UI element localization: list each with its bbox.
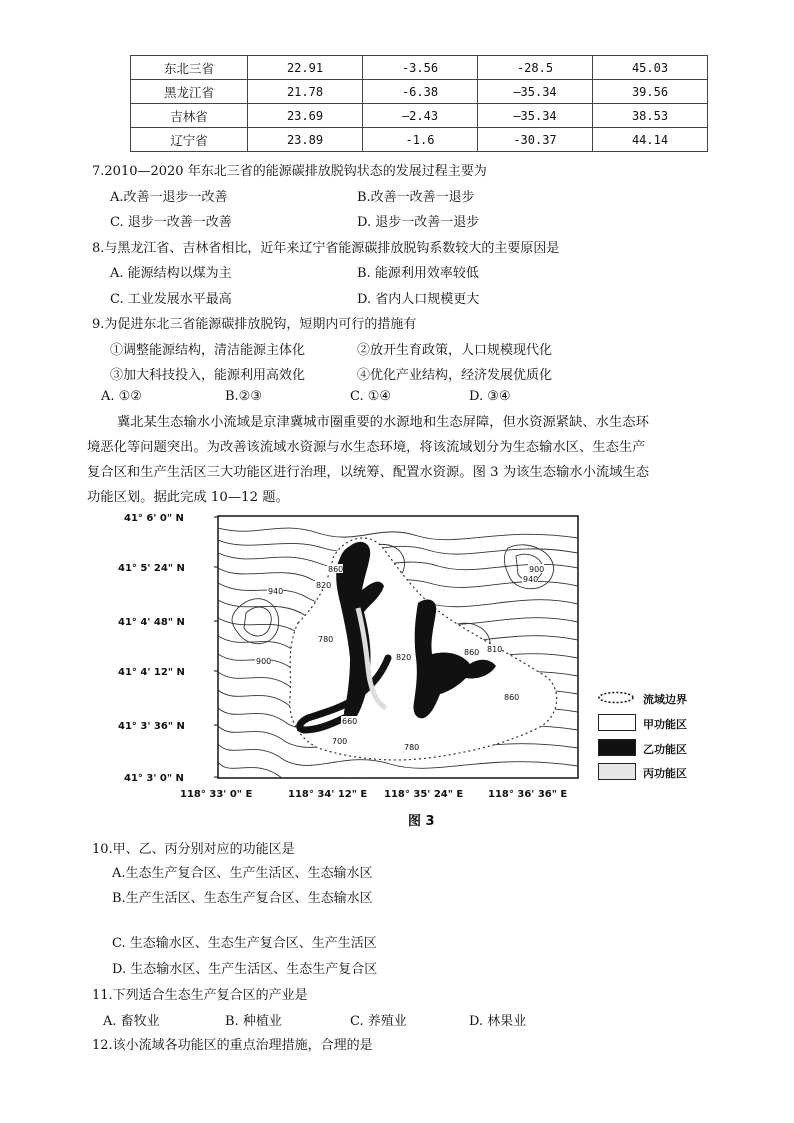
- table-cell: 44.14: [593, 128, 708, 152]
- table-row: [131, 56, 708, 80]
- question-9-statement-3: ③加大科技投入，能源利用高效化: [110, 368, 306, 383]
- table-cell: —35.34: [478, 80, 593, 104]
- table-cell: 21.78: [248, 80, 363, 104]
- table-cell: -28.5: [478, 56, 593, 80]
- data-table: [130, 55, 708, 152]
- question-8-option-c: C. 工业发展水平最高: [110, 292, 232, 307]
- passage-line-2: 境恶化等问题突出。为改善该流域水资源与水生态环境，将该流域划分为生态输水区、生态生产: [87, 440, 646, 455]
- contour-label: 820: [396, 653, 412, 662]
- longitude-label: 118° 36' 36" E: [488, 789, 568, 800]
- legend-bing-label: 丙功能区: [643, 767, 687, 780]
- question-10-option-c: C. 生态输水区、生态生产复合区、生产生活区: [112, 936, 377, 951]
- table-cell: -1.6: [363, 128, 478, 152]
- contour-label: 810: [487, 645, 503, 654]
- table-cell: -30.37: [478, 128, 593, 152]
- question-8-option-b: B. 能源利用效率较低: [357, 266, 479, 281]
- table-cell: 38.53: [593, 104, 708, 128]
- latitude-label: 41° 3' 0" N: [124, 773, 184, 784]
- legend-boundary-label: 流域边界: [643, 693, 687, 706]
- contour-label: 900: [529, 565, 545, 574]
- question-11-option-d: D. 林果业: [469, 1014, 527, 1029]
- legend-jia-label: 甲功能区: [643, 718, 687, 731]
- passage-line-4: 功能区划。据此完成 10—12 题。: [87, 490, 289, 505]
- contour-label: 660: [342, 717, 358, 726]
- question-11-option-a: A. 畜牧业: [103, 1014, 160, 1029]
- longitude-label: 118° 35' 24" E: [384, 789, 464, 800]
- contour-label: 860: [464, 648, 480, 657]
- table-cell: 辽宁省: [131, 128, 248, 152]
- contour-label: 860: [504, 693, 520, 702]
- question-8-stem: 8.与黑龙江省、吉林省相比，近年来辽宁省能源碳排放脱钩系数较大的主要原因是: [92, 241, 560, 256]
- question-12-stem: 12.该小流域各功能区的重点治理措施，合理的是: [92, 1038, 373, 1053]
- passage-line-3: 复合区和生产生活区三大功能区进行治理，以统筹、配置水资源。图 3 为该生态输水小流域生态: [87, 465, 650, 480]
- longitude-label: 118° 34' 12" E: [288, 789, 368, 800]
- question-7-option-d: D. 退步一改善一退步: [357, 215, 480, 230]
- question-7-option-c: C. 退步一改善一改善: [110, 215, 232, 230]
- latitude-label: 41° 5' 24" N: [118, 563, 185, 574]
- table-cell: 23.69: [248, 104, 363, 128]
- contour-label: 780: [318, 635, 334, 644]
- question-7-option-b: B.改善一改善一退步: [357, 190, 475, 205]
- table-cell: 22.91: [248, 56, 363, 80]
- question-9-option-c: C. ①④: [350, 389, 392, 404]
- contour-label: 940: [268, 587, 284, 596]
- table-cell: 东北三省: [131, 56, 248, 80]
- legend-yi-label: 乙功能区: [643, 743, 687, 756]
- question-8-option-d: D. 省内人口规模更大: [357, 292, 480, 307]
- table-row: [131, 104, 708, 128]
- contour-label: 940: [523, 575, 539, 584]
- question-11-stem: 11.下列适合生态生产复合区的产业是: [92, 988, 308, 1003]
- question-8-option-a: A. 能源结构以煤为主: [110, 266, 232, 281]
- question-9-option-b: B.②③: [225, 389, 262, 404]
- latitude-label: 41° 4' 12" N: [118, 667, 185, 678]
- latitude-label: 41° 3' 36" N: [118, 721, 185, 732]
- latitude-label: 41° 6' 0" N: [124, 513, 184, 524]
- question-10-stem: 10.甲、乙、丙分别对应的功能区是: [92, 842, 295, 857]
- question-7-option-a: A.改善一退步一改善: [110, 190, 228, 205]
- contour-label: 700: [332, 737, 348, 746]
- table-cell: 吉林省: [131, 104, 248, 128]
- latitude-labels: [118, 513, 185, 784]
- contour-label: 820: [316, 581, 332, 590]
- question-9-stem: 9.为促进东北三省能源碳排放脱钩，短期内可行的措施有: [92, 317, 417, 332]
- longitude-labels: [180, 789, 567, 800]
- table-cell: 23.89: [248, 128, 363, 152]
- legend-yi-swatch: [598, 739, 636, 756]
- table-row: [131, 128, 708, 152]
- question-10-option-a: A.生态生产复合区、生产生活区、生态输水区: [112, 866, 373, 881]
- question-9-statement-2: ②放开生育政策，人口规模现代化: [357, 343, 553, 358]
- passage-line-1: 冀北某生态输水小流域是京津冀城市圈重要的水源地和生态屏障，但水资源紧缺、水生态环: [117, 415, 649, 430]
- question-7-stem: 7.2010—2020 年东北三省的能源碳排放脱钩状态的发展过程主要为: [92, 164, 487, 179]
- contour-label: 780: [404, 743, 420, 752]
- table-row: [131, 80, 708, 104]
- contour-label: 900: [256, 657, 272, 666]
- question-9-option-a: A. ①②: [101, 389, 142, 404]
- legend-boundary-swatch: [596, 690, 636, 705]
- question-9-statement-1: ①调整能源结构，清洁能源主体化: [110, 343, 306, 358]
- table-cell: 黑龙江省: [131, 80, 248, 104]
- question-11-option-c: C. 养殖业: [350, 1014, 407, 1029]
- question-9-option-d: D. ③④: [469, 389, 511, 404]
- contour-label: 860: [328, 565, 344, 574]
- table-cell: -3.56: [363, 56, 478, 80]
- question-10-option-d: D. 生态输水区、生产生活区、生态生产复合区: [112, 962, 378, 977]
- question-9-statement-4: ④优化产业结构，经济发展优质化: [357, 368, 553, 383]
- table-cell: 45.03: [593, 56, 708, 80]
- latitude-label: 41° 4' 48" N: [118, 617, 185, 628]
- question-10-option-b: B.生产生活区、生态生产复合区、生态输水区: [112, 891, 373, 906]
- table-cell: 39.56: [593, 80, 708, 104]
- table-cell: —2.43: [363, 104, 478, 128]
- watershed-map: [118, 508, 598, 808]
- table-cell: —35.34: [478, 104, 593, 128]
- table-cell: -6.38: [363, 80, 478, 104]
- question-11-option-b: B. 种植业: [225, 1014, 282, 1029]
- legend-bing-swatch: [598, 763, 636, 780]
- longitude-label: 118° 33' 0" E: [180, 789, 253, 800]
- figure-caption: 图 3: [408, 814, 435, 829]
- legend-jia-swatch: [598, 714, 636, 731]
